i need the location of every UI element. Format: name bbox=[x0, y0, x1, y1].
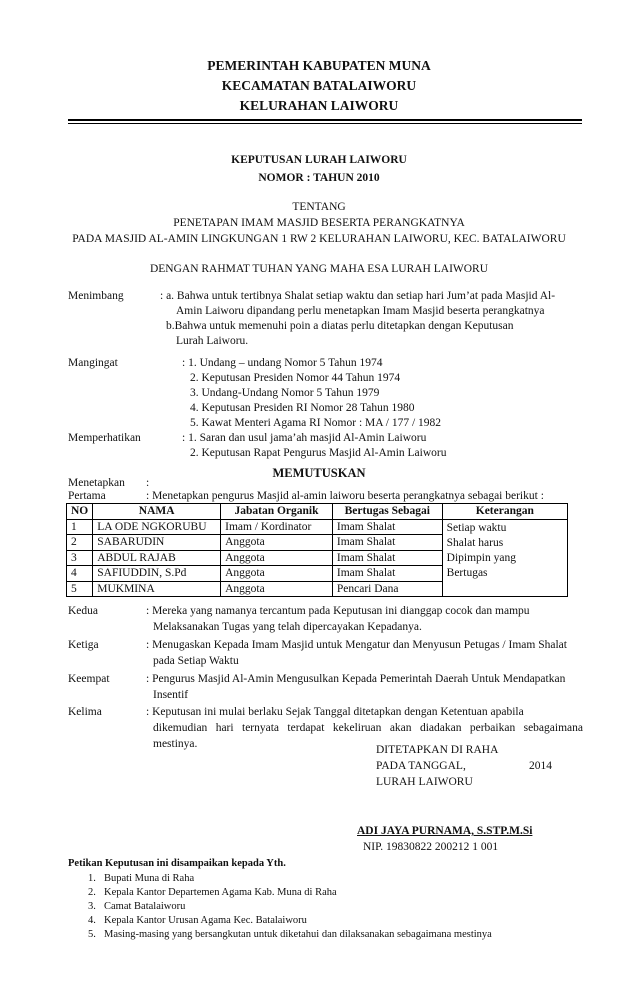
signer-nip: NIP. 19830822 200212 1 001 bbox=[363, 841, 499, 853]
cell-no: 1 bbox=[67, 519, 93, 535]
cell-no: 2 bbox=[67, 535, 93, 551]
kedua-line-1: : Mereka yang namanya tercantum pada Keputusan ini dianggap cocok dan mampu bbox=[146, 605, 530, 617]
cell-bertugas: Imam Shalat bbox=[332, 535, 442, 551]
cell-nama: LA ODE NGKORUBU bbox=[93, 519, 221, 535]
cell-nama: ABDUL RAJAB bbox=[93, 550, 221, 566]
cell-keterangan bbox=[442, 519, 567, 597]
letterhead-line-2: KECAMATAN BATALAIWORU bbox=[221, 78, 417, 93]
cell-jabatan: Anggota bbox=[221, 566, 333, 582]
distribution-heading: Petikan Keputusan ini disampaikan kepada Yth. bbox=[68, 858, 286, 869]
tentang-heading: TENTANG bbox=[292, 201, 346, 213]
cell-nama: SAFIUDDIN, S.Pd bbox=[93, 566, 221, 582]
signer-name: ADI JAYA PURNAMA, S.STP.M.Si bbox=[357, 825, 533, 837]
mengingat-item-2: 2. Keputusan Presiden Nomor 44 Tahun 1974 bbox=[190, 372, 401, 384]
keterangan-line-3: Dipimpin yang bbox=[446, 551, 516, 564]
tahun: 2014 bbox=[529, 760, 552, 772]
memutuskan-heading: MEMUTUSKAN bbox=[272, 466, 366, 480]
memperhatikan-label: Memperhatikan bbox=[68, 432, 141, 444]
keempat-label: Keempat bbox=[68, 673, 110, 685]
keempat-line-1: : Pengurus Masjid Al-Amin Mengusulkan Kepada Pemerintah Daerah Untuk Mendapatkan bbox=[146, 673, 566, 685]
col-header-no: NO bbox=[67, 504, 93, 520]
table-header-row bbox=[67, 504, 568, 520]
cell-no: 3 bbox=[67, 550, 93, 566]
cell-bertugas: Imam Shalat bbox=[332, 519, 442, 535]
ketiga-line-2: pada Setiap Waktu bbox=[153, 655, 239, 667]
mengingat-item-4: 4. Keputusan Presiden RI Nomor 28 Tahun 1980 bbox=[190, 402, 415, 414]
cell-bertugas: Pencari Dana bbox=[332, 581, 442, 597]
cell-bertugas: Imam Shalat bbox=[332, 550, 442, 566]
keterangan-line-2: Shalat harus bbox=[446, 536, 504, 549]
memperhatikan-item-1: : 1. Saran dan usul jama’ah masjid Al-Amin Laiworu bbox=[182, 432, 427, 444]
col-header-keterangan: Keterangan bbox=[442, 504, 567, 520]
menimbang-label: Menimbang bbox=[68, 290, 124, 302]
distribution-item: 1. Bupati Muna di Raha bbox=[88, 873, 195, 884]
ketiga-line-1: : Menugaskan Kepada Imam Masjid untuk Mengatur dan Menyusun Petugas / Imam Shalat bbox=[146, 639, 567, 651]
distribution-item: 3. Camat Batalaiworu bbox=[88, 901, 186, 912]
letterhead-line-1: PEMERINTAH KABUPATEN MUNA bbox=[207, 58, 431, 73]
pada-tanggal: PADA TANGGAL, bbox=[376, 760, 466, 772]
memperhatikan-item-2: 2. Keputusan Rapat Pengurus Masjid Al-Amin Laiworu bbox=[190, 447, 447, 459]
col-header-jabatan: Jabatan Organik bbox=[221, 504, 333, 520]
kelima-line-2: dikemudian hari ternyata terdapat kekeliruan akan diadakan perbaikan sebagaimana bbox=[153, 722, 583, 734]
letterhead-rule-thick bbox=[68, 119, 582, 121]
distribution-item: 2. Kepala Kantor Departemen Agama Kab. Muna di Raha bbox=[88, 887, 337, 898]
mengingat-item-1: : 1. Undang – undang Nomor 5 Tahun 1974 bbox=[182, 357, 383, 369]
table-row bbox=[67, 519, 568, 535]
menimbang-b-line-2: Lurah Laiworu. bbox=[176, 335, 249, 347]
kelima-line-1: : Keputusan ini mulai berlaku Sejak Tanggal ditetapkan dengan Ketentuan apabila bbox=[146, 706, 524, 718]
keterangan-line-1: Setiap waktu bbox=[446, 521, 507, 534]
subject-line-1: PENETAPAN IMAM MASJID BESERTA PERANGKATNYA bbox=[173, 217, 465, 229]
kedua-label: Kedua bbox=[68, 605, 99, 617]
cell-nama: MUKMINA bbox=[93, 581, 221, 597]
menimbang-a-line-1: : a. Bahwa untuk tertibnya Shalat setiap waktu dan setiap hari Jum’at pada Masjid Al- bbox=[160, 290, 556, 302]
distribution-item: 4. Kepala Kantor Urusan Agama Kec. Batalaiworu bbox=[88, 915, 307, 926]
cell-no: 5 bbox=[67, 581, 93, 597]
col-header-nama: NAMA bbox=[93, 504, 221, 520]
kedua-line-2: Melaksanakan Tugas yang telah dipercayakan Kepadanya. bbox=[153, 621, 422, 633]
keterangan-line-4: Bertugas bbox=[446, 566, 488, 579]
menetapkan-label: Menetapkan bbox=[68, 477, 125, 489]
cell-jabatan: Anggota bbox=[221, 581, 333, 597]
grace-statement: DENGAN RAHMAT TUHAN YANG MAHA ESA LURAH LAIWORU bbox=[149, 263, 489, 275]
cell-jabatan: Anggota bbox=[221, 535, 333, 551]
signer-title: LURAH LAIWORU bbox=[376, 776, 473, 788]
distribution-item: 5. Masing-masing yang bersangkutan untuk diketahui dan dilaksanakan sebagaimana mestinya bbox=[88, 929, 492, 940]
decree-title: KEPUTUSAN LURAH LAIWORU bbox=[231, 154, 407, 166]
letterhead-rule-thin bbox=[68, 123, 582, 124]
cell-no: 4 bbox=[67, 566, 93, 582]
letterhead-line-3: KELURAHAN LAIWORU bbox=[239, 98, 399, 113]
menimbang-b-line-1: b.Bahwa untuk memenuhi poin a diatas perlu ditetapkan dengan Keputusan bbox=[166, 320, 514, 332]
cell-jabatan: Anggota bbox=[221, 550, 333, 566]
subject-line-2: PADA MASJID AL-AMIN LINGKUNGAN 1 RW 2 KELURAHAN LAIWORU, KEC. BATALAIWORU bbox=[72, 233, 566, 245]
ditetapkan-di: DITETAPKAN DI RAHA bbox=[376, 744, 499, 756]
cell-jabatan: Imam / Kordinator bbox=[221, 519, 333, 535]
staff-table bbox=[66, 503, 568, 597]
decree-number: NOMOR : TAHUN 2010 bbox=[258, 172, 380, 184]
kelima-label: Kelima bbox=[68, 706, 102, 718]
cell-bertugas: Imam Shalat bbox=[332, 566, 442, 582]
kelima-line-3: mestinya. bbox=[153, 738, 198, 750]
mengingat-label: Mangingat bbox=[68, 357, 118, 369]
mengingat-item-3: 3. Undang-Undang Nomor 5 Tahun 1979 bbox=[190, 387, 380, 399]
pertama-text: : Menetapkan pengurus Masjid al-amin laiworu beserta perangkatnya sebagai berikut : bbox=[146, 490, 544, 502]
menimbang-a-line-2: Amin Laiworu dipandang perlu menetapkan Imam Masjid beserta perangkatnya bbox=[176, 305, 545, 317]
col-header-bertugas: Bertugas Sebagai bbox=[332, 504, 442, 520]
mengingat-item-5: 5. Kawat Menteri Agama RI Nomor : MA / 177 / 1982 bbox=[190, 417, 442, 429]
cell-nama: SABARUDIN bbox=[93, 535, 221, 551]
pertama-label: Pertama bbox=[68, 490, 106, 502]
keempat-line-2: Insentif bbox=[153, 689, 189, 701]
ketiga-label: Ketiga bbox=[68, 639, 99, 651]
menetapkan-colon: : bbox=[146, 477, 150, 489]
